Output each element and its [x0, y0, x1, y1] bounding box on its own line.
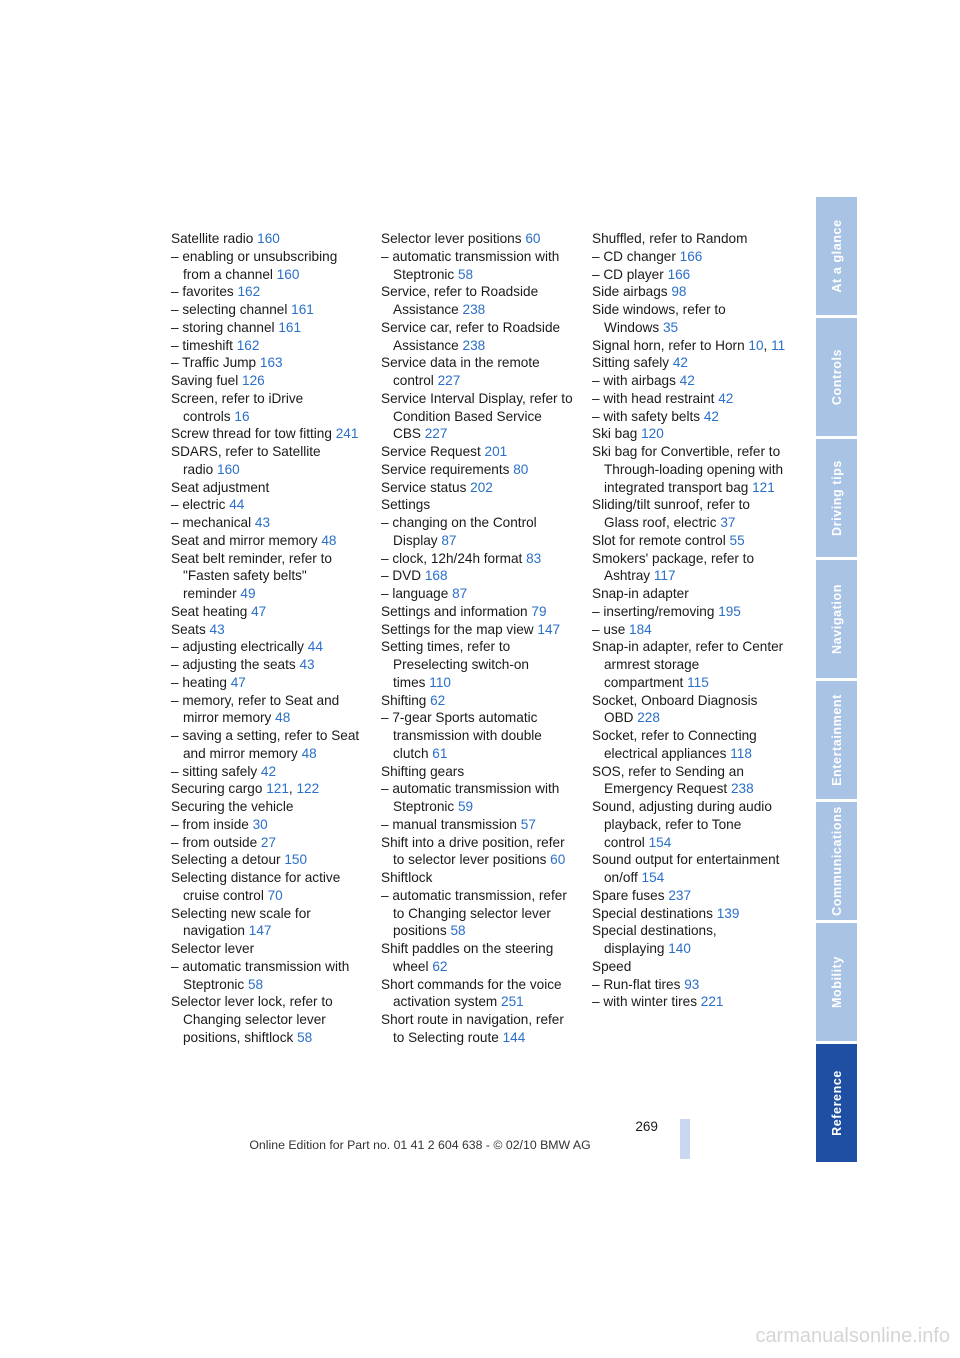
page-link[interactable]: 154: [648, 834, 672, 850]
page-link[interactable]: 144: [502, 1029, 526, 1045]
index-entry: [171, 479, 367, 497]
entry-text: Satellite radio: [171, 231, 254, 246]
entry-text: – adjusting the seats: [171, 657, 296, 672]
page-link[interactable]: 57: [520, 816, 536, 832]
entry-text: Screen, refer to iDrive controls: [171, 390, 304, 424]
index-entry: [171, 390, 367, 426]
index-entry: [592, 603, 788, 621]
index-entry: [171, 550, 367, 603]
index-entry: [381, 514, 577, 550]
index-entry: [592, 532, 788, 550]
index-entry: [171, 727, 367, 763]
entry-text: – language: [381, 586, 449, 601]
page-link[interactable]: 30: [252, 816, 268, 832]
index-entry: [592, 958, 788, 976]
page-link[interactable]: 83: [526, 550, 542, 566]
entry-text: Sound, adjusting during audio playback, refer to Tone control: [592, 799, 772, 850]
page-link[interactable]: 227: [437, 373, 461, 388]
index-entry: [592, 638, 788, 691]
page-link[interactable]: 47: [230, 674, 246, 690]
entry-text: Ski bag for Convertible, refer to Through-loading opening with integrated transport bag: [592, 444, 784, 495]
entry-text: Seat heating: [171, 603, 248, 619]
index-entry: [171, 692, 367, 728]
page-link[interactable]: 60: [550, 852, 566, 868]
entry-text: – DVD: [381, 568, 422, 584]
index-column-2: [381, 230, 577, 1047]
index-entry: [592, 425, 788, 443]
entry-text: – favorites: [171, 284, 234, 300]
index-entry: [171, 993, 367, 1046]
entry-text: – automatic transmission with Steptronic: [171, 958, 350, 992]
entry-text: Service, refer to Roadside Assistance: [381, 284, 539, 317]
index-entry: [592, 248, 788, 266]
entry-text: Sitting safely: [592, 355, 670, 371]
entry-text: – with head restraint: [592, 390, 715, 406]
index-entry: Securing cargo 121, 122: [171, 781, 320, 797]
page-link[interactable]: 98: [671, 284, 687, 300]
index-entry: Signal horn, refer to Horn 10, 11: [592, 337, 786, 353]
entry-text: Shiftlock: [381, 870, 433, 885]
page-link[interactable]: 195: [718, 603, 741, 619]
index-entry: [381, 834, 577, 870]
page-link[interactable]: 79: [531, 603, 547, 619]
footer-edition: Online Edition for Part no. 01 41 2 604 638 - © 02/10 BMW AG: [249, 1138, 591, 1152]
index-entry: [171, 603, 367, 621]
index-entry: [171, 337, 367, 355]
index-entry: [592, 798, 788, 851]
index-entry: [381, 248, 577, 284]
entry-text: Securing the vehicle: [171, 799, 294, 814]
tab-label: At a glance: [829, 219, 844, 293]
page-link[interactable]: 55: [729, 532, 745, 548]
entry-text: Shuffled, refer to Random: [592, 231, 748, 246]
page-link[interactable]: 37: [720, 515, 736, 530]
page-link[interactable]: 87: [452, 586, 468, 601]
page-link[interactable]: 62: [430, 692, 446, 708]
index-entry: [171, 532, 367, 550]
index-entry: [592, 922, 788, 958]
page-link[interactable]: 228: [637, 710, 660, 726]
index-entry: [592, 905, 788, 923]
index-column-1: [171, 230, 367, 1047]
page-link[interactable]: 122: [296, 781, 320, 797]
page-link[interactable]: 42: [718, 390, 734, 406]
index-entry: [592, 692, 788, 728]
index-entry: [171, 940, 367, 958]
tab-navigation[interactable]: [816, 560, 857, 678]
page-link[interactable]: 162: [236, 337, 260, 353]
page-number: 269: [635, 1119, 658, 1134]
entry-text: Speed: [592, 958, 632, 974]
page-link[interactable]: 43: [299, 657, 315, 672]
page-link[interactable]: 42: [679, 373, 695, 388]
page-link[interactable]: 58: [297, 1029, 313, 1045]
index-entry: [171, 621, 367, 639]
page-link[interactable]: 48: [321, 532, 337, 548]
entry-text: – heating: [171, 674, 227, 690]
page-link[interactable]: 238: [462, 302, 486, 317]
index-entry: [592, 230, 788, 248]
index-entry: [592, 976, 788, 994]
entry-text: – 7-gear Sports automatic transmission with double clutch: [381, 710, 542, 761]
entry-text: – use: [592, 621, 626, 637]
page-link[interactable]: 121: [266, 781, 289, 797]
index-entry: [381, 550, 577, 568]
entry-text: Socket, Onboard Diagnosis OBD: [592, 692, 758, 726]
index-entry: [592, 851, 788, 887]
index-entry: [381, 638, 577, 691]
index-entry: [381, 763, 577, 781]
page-link[interactable]: 115: [687, 674, 709, 690]
entry-text: – sitting safely: [171, 763, 258, 779]
page-link[interactable]: 238: [462, 337, 486, 353]
page-link[interactable]: 27: [260, 834, 277, 850]
entry-text: Securing cargo: [171, 781, 263, 797]
index-entry: [381, 443, 577, 461]
index-entry: [381, 887, 577, 940]
page-link[interactable]: 80: [513, 461, 529, 477]
entry-text: Seat adjustment: [171, 479, 270, 495]
page-link[interactable]: 126: [242, 373, 265, 388]
index-entry: [381, 603, 577, 621]
entry-text: Shifting: [381, 692, 427, 708]
page-link[interactable]: 202: [470, 479, 493, 495]
tab-label: Mobility: [829, 955, 844, 1009]
page-link[interactable]: 48: [301, 745, 317, 761]
entry-text: – Run-flat tires: [592, 976, 681, 992]
entry-text: – automatic transmission with Steptronic: [381, 781, 560, 814]
index-entry: [381, 354, 577, 390]
entry-text: Selector lever: [171, 941, 255, 956]
entry-text: Sliding/tilt sunroof, refer to Glass roof, electric: [592, 497, 750, 530]
entry-text: – timeshift: [171, 337, 233, 353]
page-link[interactable]: 140: [668, 941, 691, 956]
page-link[interactable]: 150: [284, 852, 308, 868]
page-link[interactable]: 35: [662, 319, 679, 335]
entry-text: Side airbags: [592, 284, 668, 300]
entry-text: Seat and mirror memory: [171, 532, 318, 548]
page-link[interactable]: 160: [257, 231, 280, 246]
entry-text: Short commands for the voice activation system: [381, 976, 562, 1010]
entry-text: Side windows, refer to Windows: [592, 302, 726, 335]
tab-label: Communications: [829, 806, 844, 916]
entry-text: – changing on the Control Display: [381, 515, 537, 548]
entry-text: – selecting channel: [171, 302, 288, 317]
entry-text: – with safety belts: [592, 408, 701, 424]
entry-text: Shift into a drive position, refer to selector lever positions: [381, 834, 565, 868]
index-entry: [592, 266, 788, 284]
index-entry: [171, 674, 367, 692]
page-link[interactable]: 121: [752, 479, 775, 495]
page-link[interactable]: 42: [703, 408, 719, 424]
tab-label: Reference: [829, 1070, 844, 1136]
entry-text: Seat belt reminder, refer to "Fasten safety belts" reminder: [171, 550, 332, 601]
entry-text: – CD player: [592, 266, 664, 282]
entry-text: – with airbags: [592, 373, 676, 388]
entry-text: Signal horn, refer to Horn: [592, 337, 745, 353]
index-entry: [592, 390, 788, 408]
index-entry: [171, 763, 367, 781]
entry-text: – saving a setting, refer to Seat and mirror memory: [171, 728, 360, 761]
page-link[interactable]: 58: [248, 976, 264, 992]
watermark: carmanualsonline.info: [755, 1325, 950, 1347]
index-entry: [171, 851, 367, 869]
tab-driving-tips[interactable]: [816, 439, 857, 557]
entry-text: SOS, refer to Sending an Emergency Request: [592, 763, 744, 797]
entry-text: Snap-in adapter, refer to Center armrest storage compartment: [592, 639, 784, 690]
page-link[interactable]: 16: [234, 408, 250, 424]
index-entry: [381, 621, 577, 639]
entry-text: – Traffic Jump: [171, 355, 257, 371]
index-entry: [171, 869, 367, 905]
page-link[interactable]: 110: [429, 674, 451, 690]
page-link[interactable]: 147: [248, 923, 272, 939]
entry-text: Smokers' package, refer to Ashtray: [592, 550, 755, 584]
entry-text: Selector lever lock, refer to Changing selector lever positions, shiftlock: [171, 994, 333, 1045]
tab-controls[interactable]: [816, 318, 857, 436]
index-entry: [592, 763, 788, 799]
page-link[interactable]: 120: [641, 426, 664, 442]
page-link[interactable]: 11: [771, 337, 786, 353]
page-link[interactable]: 58: [458, 266, 474, 282]
page-link[interactable]: 58: [450, 923, 466, 939]
index-entry: [592, 372, 788, 390]
entry-text: Special destinations, displaying: [592, 923, 717, 956]
index-entry: [381, 709, 577, 762]
index-entry: [381, 479, 577, 497]
entry-text: Selecting a detour: [171, 852, 281, 868]
entry-text: SDARS, refer to Satellite radio: [171, 444, 321, 477]
entry-text: Settings and information: [381, 603, 528, 619]
index-entry: [592, 408, 788, 426]
entry-text: Snap-in adapter: [592, 586, 689, 601]
tab-entertainment[interactable]: [816, 681, 857, 799]
page-link[interactable]: 42: [672, 355, 688, 371]
index-entry: [171, 638, 367, 656]
entry-text: Seats: [171, 621, 206, 637]
index-entry: [171, 425, 367, 443]
page-link[interactable]: 166: [679, 248, 703, 264]
tab-label: Driving tips: [829, 460, 844, 536]
section-tabs: [816, 197, 857, 1165]
page-link[interactable]: 154: [641, 870, 665, 885]
index-entry: [381, 816, 577, 834]
index-entry: [171, 656, 367, 674]
page-link[interactable]: 49: [240, 586, 256, 601]
index-entry: [171, 372, 367, 390]
entry-text: Settings for the map view: [381, 621, 534, 637]
index-entry: [171, 301, 367, 319]
entry-text: Service Request: [381, 444, 481, 459]
index-entry: [171, 230, 367, 248]
page-link[interactable]: 61: [432, 745, 448, 761]
index-entry: [592, 727, 788, 763]
page-link[interactable]: 43: [209, 621, 225, 637]
entry-text: Service Interval Display, refer to Condition Based Service CBS: [381, 390, 573, 442]
entry-text: Service status: [381, 479, 467, 495]
entry-text: Shifting gears: [381, 763, 465, 779]
entry-text: Screw thread for tow fitting: [171, 426, 332, 442]
page-link[interactable]: 44: [229, 497, 245, 513]
index-entry: [592, 585, 788, 603]
index-column-3: [592, 230, 788, 1011]
index-entry: [592, 993, 788, 1011]
entry-text: – automatic transmission, refer to Changing selector lever positions: [381, 887, 567, 939]
entry-text: Spare fuses: [592, 887, 665, 903]
entry-text: Ski bag: [592, 426, 638, 442]
index-entry: [381, 567, 577, 585]
tab-mobility[interactable]: [816, 923, 857, 1041]
index-entry: [381, 461, 577, 479]
index-entry: [592, 887, 788, 905]
page-link[interactable]: 117: [653, 568, 676, 584]
index-entry: [381, 319, 577, 355]
index-entry: [592, 301, 788, 337]
entry-text: Shift paddles on the steering wheel: [381, 941, 554, 974]
index-entry: [381, 230, 577, 248]
entry-text: Settings: [381, 497, 431, 513]
page-link[interactable]: 168: [424, 568, 448, 584]
page-link[interactable]: 163: [259, 355, 283, 371]
index-entry: [171, 905, 367, 941]
index-entry: [171, 514, 367, 532]
page-link[interactable]: 184: [629, 621, 652, 637]
entry-text: – adjusting electrically: [171, 639, 304, 655]
entry-text: Selecting new scale for navigation: [171, 905, 311, 939]
page-link[interactable]: 238: [730, 781, 754, 797]
page-link[interactable]: 10: [748, 337, 764, 353]
page-link[interactable]: 161: [278, 319, 302, 335]
index-entry: [381, 496, 577, 514]
page-link[interactable]: 60: [525, 231, 541, 246]
index-entry: [592, 496, 788, 532]
index-entry: [592, 621, 788, 639]
entry-text: Selector lever positions: [381, 231, 522, 246]
entry-text: Slot for remote control: [592, 532, 726, 548]
page-link[interactable]: 160: [217, 461, 240, 477]
entry-text: – automatic transmission with Steptronic: [381, 248, 560, 282]
entry-text: – mechanical: [171, 515, 252, 530]
page-link[interactable]: 70: [267, 887, 283, 903]
index-entry: [171, 496, 367, 514]
index-entry: [171, 443, 367, 479]
page-link[interactable]: 47: [251, 603, 267, 619]
index-entry: [171, 816, 367, 834]
entry-text: – storing channel: [171, 319, 275, 335]
entry-text: Socket, refer to Connecting electrical appliances: [592, 728, 757, 761]
page-link[interactable]: 221: [700, 994, 724, 1010]
page-link[interactable]: 147: [537, 621, 561, 637]
page-link[interactable]: 160: [276, 266, 300, 282]
page-link[interactable]: 87: [441, 532, 457, 548]
tab-label: Navigation: [829, 584, 844, 654]
index-entry: [171, 354, 367, 372]
entry-text: Service car, refer to Roadside Assistance: [381, 319, 561, 353]
page-link[interactable]: 43: [254, 515, 271, 530]
index-entry: [381, 976, 577, 1012]
index-entry: [381, 283, 577, 319]
tab-label: Controls: [829, 348, 844, 406]
entry-text: Service requirements: [381, 461, 510, 477]
page-link[interactable]: 251: [501, 994, 524, 1010]
index-entry: [171, 834, 367, 852]
entry-text: Setting times, refer to Preselecting switch-on times: [381, 639, 529, 690]
index-entry: [171, 248, 367, 284]
page-link[interactable]: 48: [275, 710, 291, 726]
index-entry: [592, 283, 788, 301]
tab-communications[interactable]: [816, 802, 857, 920]
entry-text: Short route in navigation, refer to Selecting route: [381, 1012, 564, 1045]
page-link[interactable]: 201: [484, 444, 508, 459]
entry-text: – from outside: [171, 834, 258, 850]
page-link[interactable]: 227: [424, 426, 448, 442]
entry-text: – CD changer: [592, 248, 676, 264]
index-entry: [381, 1011, 577, 1047]
index-entry: [171, 798, 367, 816]
page-link[interactable]: 162: [237, 284, 261, 300]
index-entry: [381, 390, 577, 443]
index-entry: [381, 585, 577, 603]
page-link[interactable]: 139: [716, 905, 740, 921]
entry-text: Saving fuel: [171, 373, 239, 388]
index-entry: [381, 780, 577, 816]
page-link[interactable]: 42: [260, 763, 277, 779]
entry-text: – with winter tires: [592, 994, 698, 1010]
index-entry: [381, 869, 577, 887]
entry-text: – inserting/removing: [592, 603, 715, 619]
entry-text: – electric: [171, 497, 226, 513]
index-entry: [592, 443, 788, 496]
page-link[interactable]: 237: [668, 887, 692, 903]
entry-text: Special destinations: [592, 905, 713, 921]
page-link[interactable]: 62: [432, 958, 448, 974]
index-entry: [381, 692, 577, 710]
page-link[interactable]: 118: [730, 745, 752, 761]
entry-text: Service data in the remote control: [381, 355, 540, 388]
entry-text: – memory, refer to Seat and mirror memory: [171, 692, 340, 726]
page-link[interactable]: 59: [458, 799, 474, 814]
page-link[interactable]: 161: [291, 302, 314, 317]
index-entry: [592, 550, 788, 586]
page-link[interactable]: 93: [684, 976, 700, 992]
entry-text: Selecting distance for active cruise control: [171, 870, 341, 903]
index-entry: [592, 354, 788, 372]
tab-at-a-glance[interactable]: [816, 197, 857, 315]
tab-label: Entertainment: [829, 694, 844, 786]
index-entry: [171, 319, 367, 337]
entry-text: – enabling or unsubscribing from a channel: [171, 248, 338, 282]
index-entry: [171, 958, 367, 994]
index-entry: [381, 940, 577, 976]
entry-text: Sound output for entertainment on/off: [592, 852, 780, 885]
entry-text: – clock, 12h/24h format: [381, 550, 523, 566]
page-link[interactable]: 166: [667, 266, 691, 282]
page-link[interactable]: 241: [335, 426, 359, 442]
entry-text: – manual transmission: [381, 816, 517, 832]
entry-text: – from inside: [171, 816, 249, 832]
index-entry: [171, 283, 367, 301]
page-link[interactable]: 44: [307, 639, 323, 655]
